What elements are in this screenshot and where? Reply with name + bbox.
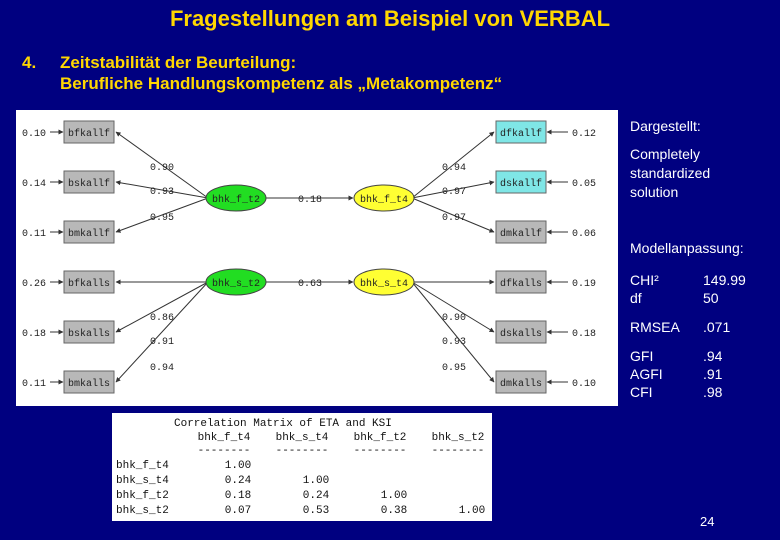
page-number: 24 (700, 514, 715, 529)
correlation-matrix-svg (112, 413, 492, 521)
right-indicator-label: dfkallf (499, 129, 543, 140)
latent-label-s_t4: bhk_s_t4 (359, 279, 409, 290)
factor-loading: 0.95 (442, 363, 467, 374)
slide-title: Fragestellungen am Beispiel von VERBAL (169, 6, 611, 31)
factor-loading: 0.94 (150, 363, 175, 374)
left-indicator-label: bmkallf (67, 229, 111, 240)
modellanpassung-label: Modellanpassung: (630, 240, 744, 256)
agfi-value: .91 (703, 366, 723, 382)
subtitle-line1: Zeitstabilität der Beurteilung: (60, 53, 297, 72)
correlation-title: Correlation Matrix of ETA and KSI (174, 418, 392, 430)
df-value: 50 (703, 290, 719, 306)
rmsea-value: .071 (703, 319, 731, 335)
correlation-cell: 1.00 (458, 505, 486, 517)
cfi-value: .98 (703, 384, 723, 400)
factor-loading: 0.91 (150, 337, 175, 348)
error-variance: 0.26 (22, 279, 47, 290)
error-variance: 0.10 (572, 379, 597, 390)
factor-loading: 0.86 (150, 313, 175, 324)
subtitle-number: 4. (22, 53, 37, 72)
rmsea-label: RMSEA (630, 319, 680, 335)
correlation-column-header: bhk_f_t4 (197, 432, 251, 444)
right-indicator-label: dfkalls (499, 279, 543, 290)
correlation-row-label: bhk_f_t4 (116, 460, 169, 472)
correlation-column-header: bhk_s_t2 (431, 432, 485, 444)
solution-line1: Completely (630, 146, 701, 162)
correlation-cell: 1.00 (380, 490, 408, 502)
latent-label-f_t2: bhk_f_t2 (211, 195, 261, 206)
subtitle-line2: Berufliche Handlungskompetenz als „Metakompetenz“ (60, 74, 503, 93)
left-indicator-label: bfkalls (67, 279, 111, 290)
sem-path-diagram (16, 110, 618, 406)
slide-subtitle (22, 52, 502, 94)
factor-loading: 0.93 (150, 187, 175, 198)
error-variance: 0.12 (572, 129, 597, 140)
agfi-label: AGFI (630, 366, 663, 382)
right-indicator-label: dmkalls (499, 379, 543, 390)
correlation-row-label: bhk_f_t2 (116, 490, 169, 502)
correlation-cell: 0.07 (224, 505, 252, 517)
correlation-matrix (112, 413, 492, 521)
factor-loading: 0.97 (442, 187, 467, 198)
factor-loading: 0.90 (150, 163, 175, 174)
solution-line2: standardized (630, 165, 711, 181)
error-variance: 0.14 (22, 179, 47, 190)
correlation-cell: 0.24 (302, 490, 330, 502)
factor-loading: 0.90 (442, 313, 467, 324)
loading-arrow (116, 282, 208, 332)
loading-arrow (412, 282, 494, 332)
correlation-cell: 0.24 (224, 475, 252, 487)
correlation-cell: 0.38 (380, 505, 408, 517)
error-variance: 0.18 (22, 329, 47, 340)
left-indicator-label: bfkallf (67, 129, 111, 140)
correlation-row-label: bhk_s_t2 (116, 505, 169, 517)
correlation-separator: -------- (275, 445, 329, 457)
dargestellt-label: Dargestellt: (630, 118, 701, 134)
error-variance: 0.05 (572, 179, 597, 190)
error-variance: 0.06 (572, 229, 597, 240)
chi-label: CHI² (630, 272, 659, 288)
error-variance: 0.19 (572, 279, 597, 290)
df-label: df (630, 290, 642, 306)
factor-loading: 0.93 (442, 337, 467, 348)
correlation-separator: -------- (353, 445, 407, 457)
gfi-label: GFI (630, 348, 654, 364)
structural-coefficient-f: 0.18 (297, 195, 323, 206)
cfi-label: CFI (630, 384, 653, 400)
correlation-cell: 0.18 (224, 490, 252, 502)
error-variance: 0.11 (22, 379, 47, 390)
correlation-row-label: bhk_s_t4 (116, 475, 169, 487)
correlation-cell: 0.53 (302, 505, 330, 517)
correlation-separator: -------- (197, 445, 251, 457)
correlation-cell: 1.00 (224, 460, 252, 472)
error-variance: 0.18 (572, 329, 597, 340)
correlation-separator: -------- (431, 445, 485, 457)
solution-line3: solution (630, 184, 679, 200)
correlation-cell: 1.00 (302, 475, 330, 487)
error-variance: 0.10 (22, 129, 47, 140)
right-indicator-label: dskalls (499, 329, 543, 340)
factor-loading: 0.94 (442, 163, 467, 174)
right-indicator-label: dskallf (499, 179, 543, 190)
structural-coefficient-s: 0.63 (297, 279, 323, 290)
factor-loading: 0.97 (442, 213, 467, 224)
factor-loading: 0.95 (150, 213, 175, 224)
correlation-column-header: bhk_s_t4 (275, 432, 329, 444)
error-variance: 0.11 (22, 229, 47, 240)
latent-label-f_t4: bhk_f_t4 (359, 195, 409, 206)
chi-value: 149.99 (703, 272, 746, 288)
latent-label-s_t2: bhk_s_t2 (211, 279, 261, 290)
left-indicator-label: bskalls (67, 329, 111, 340)
left-indicator-label: bskallf (67, 179, 111, 190)
right-indicator-label: dmkallf (499, 229, 543, 240)
gfi-value: .94 (703, 348, 723, 364)
left-indicator-label: bmkalls (67, 379, 111, 390)
sem-path-diagram-svg (16, 110, 618, 406)
correlation-column-header: bhk_f_t2 (353, 432, 407, 444)
